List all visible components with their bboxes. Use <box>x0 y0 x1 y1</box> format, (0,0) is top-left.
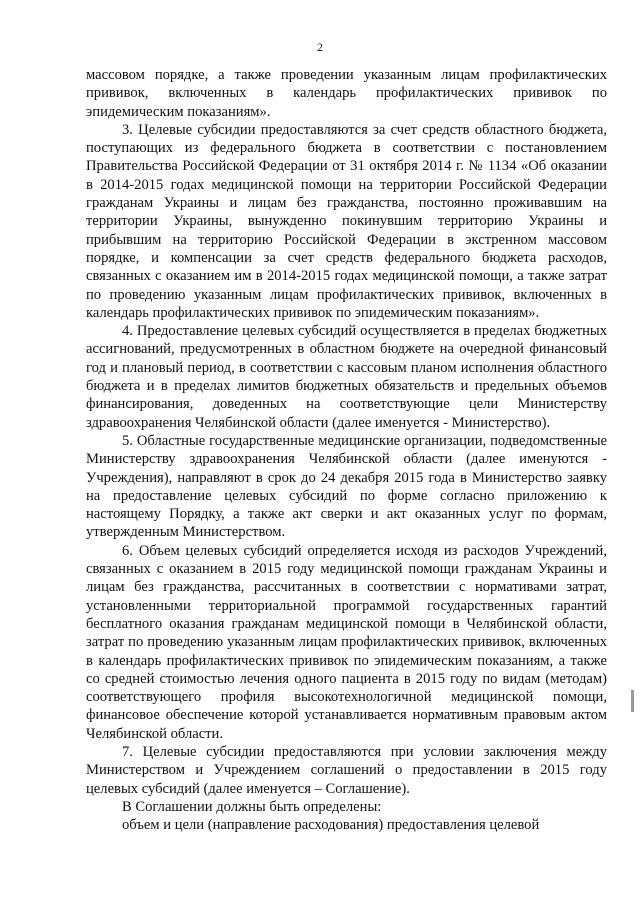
paragraph: массовом порядке, а также проведении указанным лицам профилактических прививок, включенных в календарь профилактических прививок по эпидемическим показаниям». <box>86 67 607 120</box>
paragraph: 6. Объем целевых субсидий определяется исходя из расходов Учреждений, связанных с оказанием в 2015 году медицинской помощи гражданам Украины и лицам без гражданства, рассчитанных в соответствии с нормативами затрат, установленными территориальной программой государственных гарантий бесплатного оказания гражданам медицинской помощи в Челябинской области, затрат по проведению указанным лицам профилактических прививок, включенных в календарь профилактических прививок по эпидемическим показаниям, а также со средней стоимостью лечения одного пациента в 2015 году по видам (методам) соответствующего профиля высокотехнологичной медицинской помощи, финансовое обеспечение которой устанавливается нормативным правовым актом Челябинской области. <box>86 542 607 742</box>
paragraph: В Соглашении должны быть определены: <box>122 798 382 815</box>
paragraph: 3. Целевые субсидии предоставляются за счет средств областного бюджета, поступающих из федерального бюджета в соответствии с постановлением Правительства Российской Федерации от 31 октября 2014 г. № 1134 «Об оказании в 2014-2015 годах медицинской помощи на территории Российской Федерации гражданам Украины и лицам без гражданства, постоянно проживавшим на территории Украины, вынужденно покинувшим территорию Украины и прибывшим на территорию Российской Федерации в экстренном массовом порядке, и компенсации за счет средств федерального бюджета расходов, связанных с оказанием им в 2014-2015 годах медицинской помощи, а также затрат по проведению указанным лицам профилактических прививок, включенных в календарь профилактических прививок по эпидемическим показаниям». <box>86 121 607 321</box>
page-number: 2 <box>317 40 323 54</box>
paragraph: 4. Предоставление целевых субсидий осуществляется в пределах бюджетных ассигнований, предусмотренных в областном бюджете на очередной финансовый год и плановый период, в соответствии с кассовым планом исполнения областного бюджета и в пределах лимитов бюджетных обязательств и предельных объемов финансирования, доведенных на соответствующие цели Министерству здравоохранения Челябинской области (далее именуется - Министерство). <box>86 323 607 431</box>
paragraph: объем и цели (направление расходования) предоставления целевой <box>122 817 540 834</box>
document-body <box>86 66 607 834</box>
scan-edge-mark <box>631 690 634 712</box>
paragraph: 7. Целевые субсидии предоставляются при условии заключения между Министерством и Учреждением соглашений о предоставлении в 2015 году целевых субсидий (далее именуется – Соглашение). <box>86 743 607 797</box>
paragraph: 5. Областные государственные медицинские организации, подведомственные Министерству здравоохранения Челябинской области (далее именуются - Учреждения), направляют в срок до 24 декабря 2015 года в Министерство заявку на предоставление целевых субсидий по форме согласно приложению к настоящему Порядку, а также акт сверки и акт оказанных услуг по формам, утвержденным Министерством. <box>86 432 607 541</box>
